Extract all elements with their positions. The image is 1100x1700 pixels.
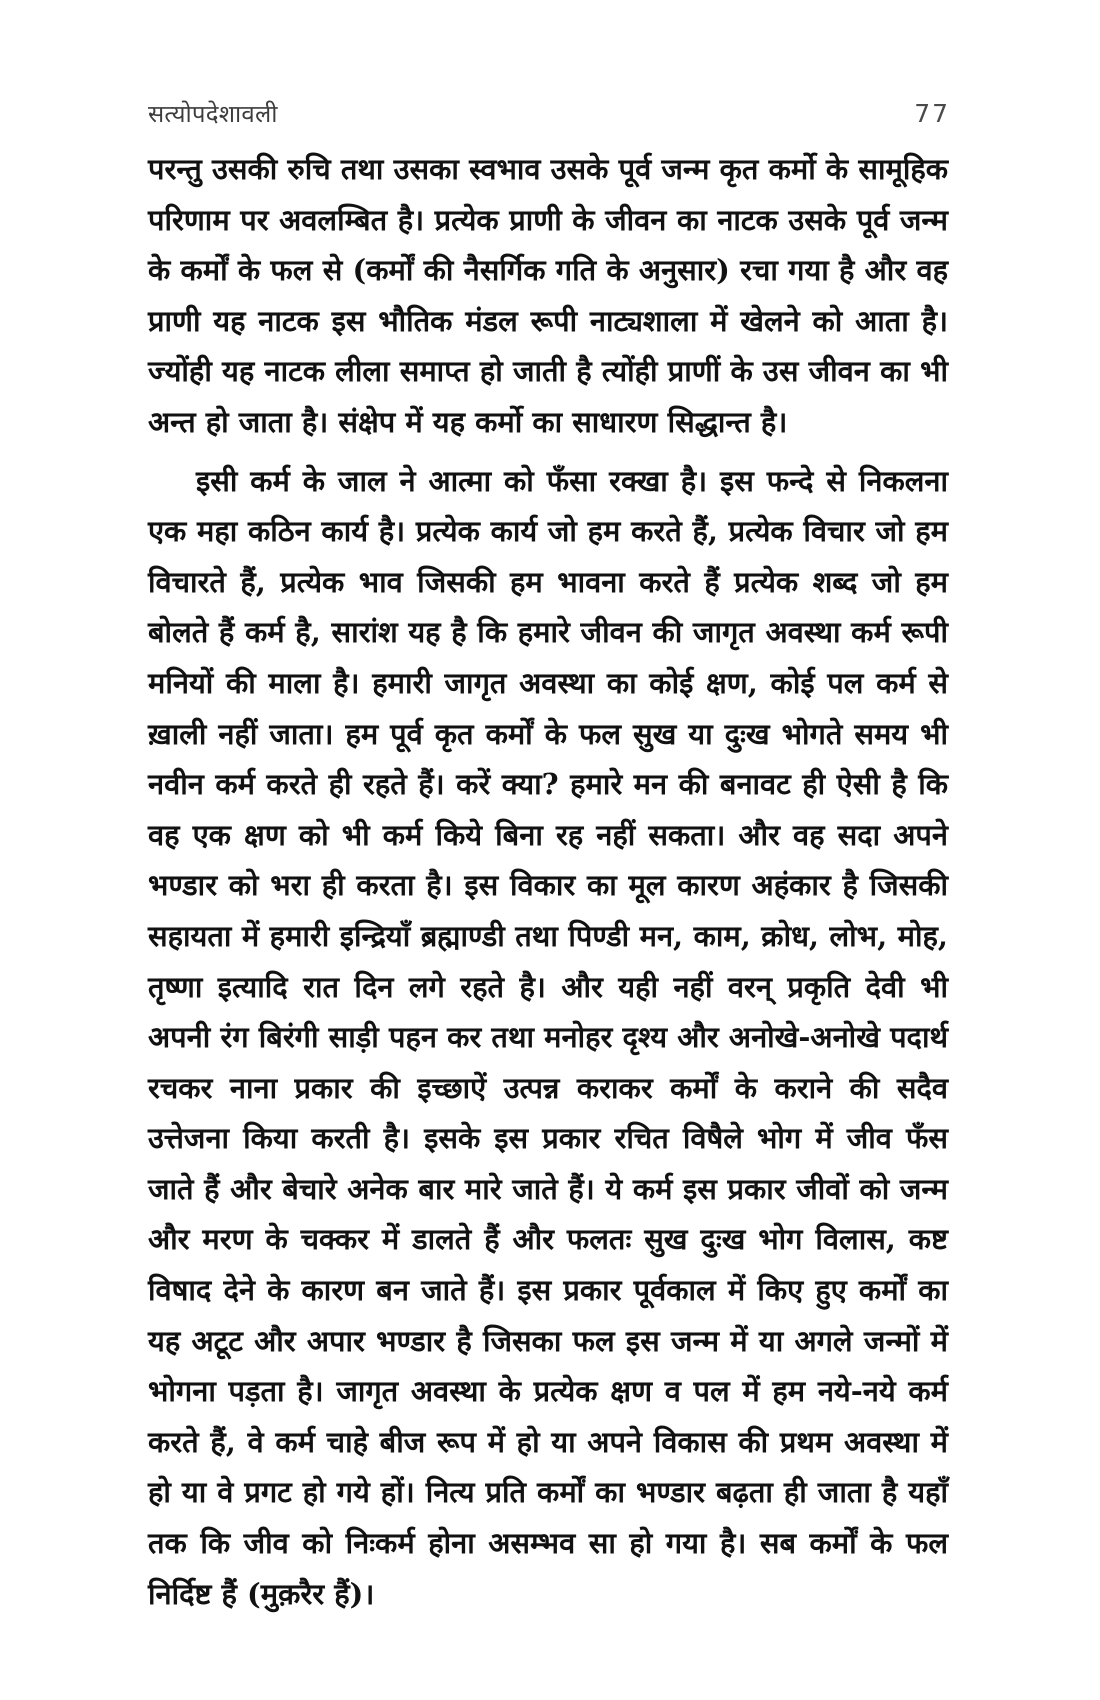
paragraph-1: परन्तु उसकी रुचि तथा उसका स्वभाव उसके पूर्व जन्म कृत कर्मो के सामूहिक परिणाम पर अवलम्बित है। प्रत्येक प्राणी के जीवन का नाटक उसके पूर्व जन्म के कर्मों के फल से (कर्मों की नैसर्गिक गति के अनुसार) रचा गया है और वह प्राणी यह नाटक इस भौतिक मंडल रूपी नाट्यशाला में खेलने को आता है। ज्योंही यह नाटक लीला समाप्त हो जाती है त्योंही प्राणीं के उस जीवन का भी अन्त हो जाता है। संक्षेप में यह कर्मो का साधारण सिद्धान्त है। bbox=[148, 152, 948, 439]
paragraph-2: इसी कर्म के जाल ने आत्मा को फँसा रक्खा है। इस फन्दे से निकलना एक महा कठिन कार्य है। प्रत्येक कार्य जो हम करते हैं, प्रत्येक विचार जो हम विचारते हैं, प्रत्येक भाव जिसकी हम भावना करते हैं प्रत्येक शब्द जो हम बोलते हैं कर्म है, सारांश यह है कि हमारे जीवन की जागृत अवस्था कर्म रूपी मनियों की माला है। हमारी जागृत अवस्था का कोई क्षण, कोई पल कर्म से ख़ाली नहीं जाता। हम पूर्व कृत कर्मों के फल सुख या दुःख भोगते समय भी नवीन कर्म करते ही रहते हैं। करें क्या? हमारे मन की बनावट ही ऐसी है कि वह एक क्षण को भी कर्म किये बिना रह नहीं सकता। और वह सदा अपने भण्डार को भरा ही करता है। इस विकार का मूल कारण अहंकार है जिसकी सहायता में हमारी इन्द्रियाँ ब्रह्माण्डी तथा पिण्डी मन, काम, क्रोध, लोभ, मोह, तृष्णा इत्यादि रात दिन लगे रहते है। और यही नहीं वरन् प्रकृति देवी भी अपनी रंग बिरंगी साड़ी पहन कर तथा मनोहर दृश्य और अनोखे-अनोखे पदार्थ रचकर नाना प्रकार की इच्छाऐं उत्पन्न कराकर कर्मों के कराने की सदैव उत्तेजना किया करती है। इसके इस प्रकार रचित विषैले भोग में जीव फँस जाते हैं और बेचारे अनेक बार मारे जाते हैं। ये कर्म इस प्रकार जीवों को जन्म और मरण के चक्कर में डालते हैं और फलतः सुख दुःख भोग विलास, कष्ट विषाद देने के कारण बन जाते हैं। इस प्रकार पूर्वकाल में किए हुए कर्मों का यह अटूट और अपार भण्डार है जिसका फल इस जन्म में या अगले जन्मों में भोगना पड़ता है। जागृत अवस्था के प्रत्येक क्षण व पल में हम नये-नये कर्म करते हैं, वे कर्म चाहे बीज रूप में हो या अपने विकास की प्रथम अवस्था में हो या वे प्रगट हो गये हों। नित्य प्रति कर्मों का भण्डार बढ़ता ही जाता है यहाँ तक कि जीव को निःकर्म होना असम्भव सा हो गया है। सब कर्मों के फल निर्दिष्ट हैं (मुक़रैर हैं)। bbox=[148, 463, 949, 1611]
page-header bbox=[148, 92, 950, 134]
page-body bbox=[148, 144, 948, 1619]
page-number: 77 bbox=[914, 98, 950, 128]
running-title: सत्योपदेशावली bbox=[148, 99, 278, 128]
